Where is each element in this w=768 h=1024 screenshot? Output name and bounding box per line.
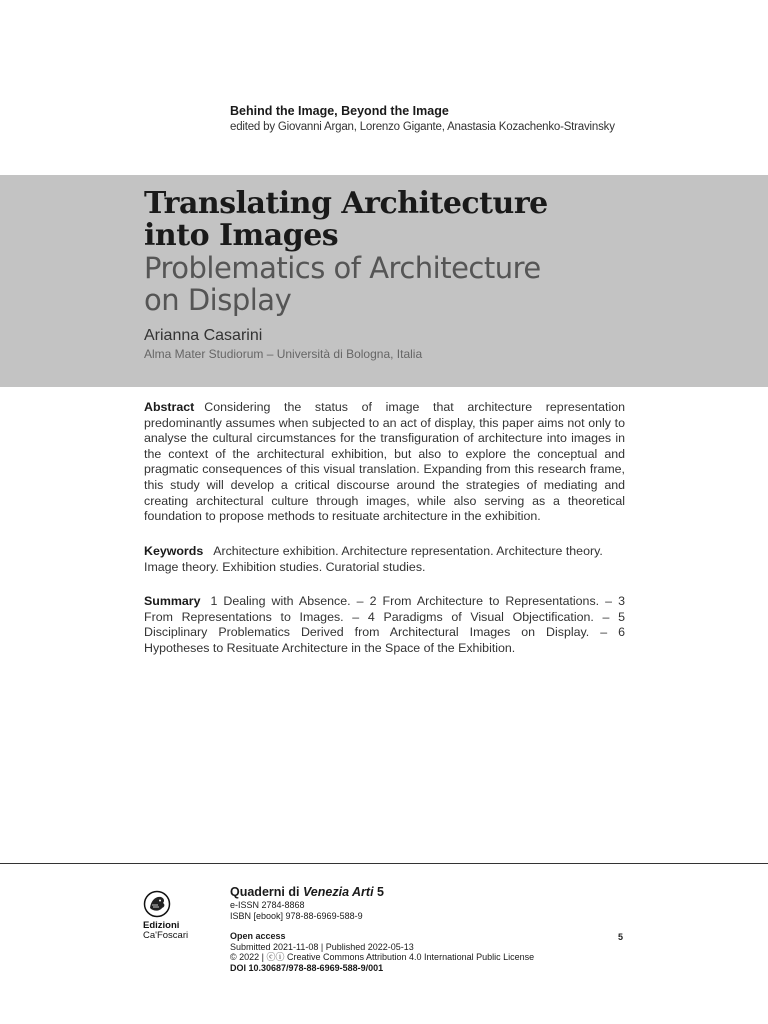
keywords-section xyxy=(144,544,625,575)
isbn: ISBN [ebook] 978-88-6969-588-9 xyxy=(230,910,363,921)
title-block xyxy=(144,188,704,362)
journal-name: Venezia Arti xyxy=(302,885,374,899)
abstract-label: Abstract xyxy=(144,400,195,414)
journal-prefix: Quaderni di xyxy=(230,885,303,899)
doi: DOI 10.30687/978-88-6969-588-9/001 xyxy=(230,962,384,973)
footer-divider xyxy=(0,863,768,864)
series-header xyxy=(230,103,690,135)
lion-emblem-icon xyxy=(143,890,171,918)
license-text: © 2022 | ⓒⓘ Creative Commons Attribution 4.0 International Public License xyxy=(230,952,535,962)
journal-number: 5 xyxy=(373,885,384,899)
summary-label: Summary xyxy=(144,594,201,608)
open-access-label: Open access xyxy=(230,931,286,941)
keywords-label: Keywords xyxy=(144,544,204,558)
journal-title xyxy=(230,885,630,900)
publisher-name-line-1: Edizioni xyxy=(143,920,180,931)
submission-dates: Submitted 2021-11-08 | Published 2022-05-13 xyxy=(230,941,414,952)
eissn: e-ISSN 2784-8868 xyxy=(230,900,305,910)
author-affiliation: Alma Mater Studiorum – Università di Bologna, Italia xyxy=(144,347,423,361)
abstract-section xyxy=(144,400,625,525)
subtitle-line-2: on Display xyxy=(144,283,292,317)
subtitle-line-1: Problematics of Architecture xyxy=(144,251,541,285)
summary-section xyxy=(144,594,625,656)
abstract-text: Considering the status of image that architecture representation predominantly assumes when subjected to an act of display, this paper aims not only to analyse the cultural circumstances for the transfiguration of architecture into images in the context of the architectural exhibition, but also to explore the conceptual and pragmatic consequences of this visual translation. Expanding from this research frame, this study will develop a critical discourse around the strategies of mediating and creating architectural culture through images, while also serving as a theoretical foundation to propose methods to resituate architecture in the exhibition. xyxy=(144,400,625,524)
footer-info xyxy=(230,885,630,973)
page-number: 5 xyxy=(618,932,624,942)
author-name: Arianna Casarini xyxy=(144,327,263,344)
title-band xyxy=(0,175,768,387)
keywords-text: Architecture exhibition. Architecture representation. Architecture theory. Image theory. Exhibition studies. Curatorial studies. xyxy=(144,544,603,574)
main-title-line-2: into Images xyxy=(144,218,339,253)
series-title: Behind the Image, Beyond the Image xyxy=(230,104,449,118)
publisher-name-line-2: Ca'Foscari xyxy=(143,930,189,941)
summary-text: 1 Dealing with Absence. – 2 From Architecture to Representations. – 3 From Representations to Images. – 4 Paradigms of Visual Objectification. – 5 Disciplinary Problematics Derived from Architectural Images on Display. – 6 Hypotheses to Resituate Architecture in the Space of the Exhibition. xyxy=(144,594,625,655)
publisher-logo xyxy=(143,890,193,941)
series-editors: edited by Giovanni Argan, Lorenzo Gigante, Anastasia Kozachenko-Stravinsky xyxy=(230,121,615,133)
main-title-line-1: Translating Architecture xyxy=(144,186,548,221)
